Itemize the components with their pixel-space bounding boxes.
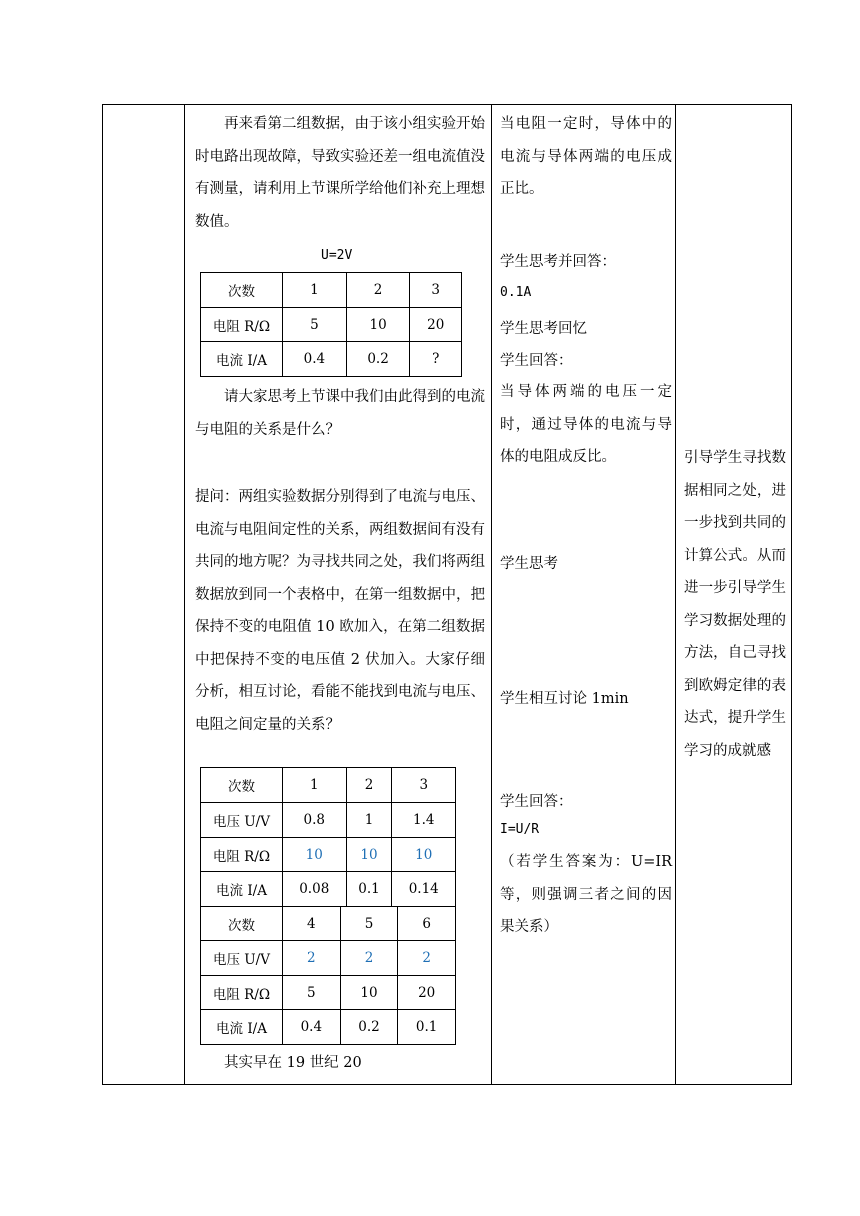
table-cell: 2 <box>346 273 410 308</box>
teacher-paragraph-1: 再来看第二组数据，由于该小组实验开始时电路出现故障，导致实验还差一组电流值没有测量，请利用上节课所学给他们补充上理想数值。 <box>195 116 485 230</box>
table-cell: ? <box>410 342 462 377</box>
table-cell: 1 <box>346 803 392 838</box>
table-cell: 电阻 R/Ω <box>201 838 283 872</box>
table-cell: 0.2 <box>346 342 410 377</box>
student-text-2: 学生思考并回答： <box>500 254 616 270</box>
student-text-5: 学生回答： <box>500 353 573 369</box>
table-cell: 5 <box>283 308 347 342</box>
table-cell: 电流 I/A <box>201 1010 283 1045</box>
column-divider <box>184 105 185 1084</box>
table-cell: 0.1 <box>398 1010 456 1045</box>
table-row <box>201 768 456 803</box>
student-text-10: I=U/R <box>500 822 540 837</box>
table-cell: 电压 U/V <box>201 803 283 838</box>
combined-data-table-2 <box>200 906 456 1045</box>
table-cell: 2 <box>340 941 398 976</box>
table-cell: 5 <box>283 976 341 1010</box>
table-cell: 2 <box>346 768 392 803</box>
current-resistance-table <box>200 272 462 377</box>
student-text-6: 当导体两端的电压一定时，通过导体的电流与导体的电阻成反比。 <box>500 384 672 465</box>
table-caption: U=2V <box>321 248 353 263</box>
table-cell: 1 <box>283 273 347 308</box>
combined-data-table-1 <box>200 767 456 907</box>
table-row <box>201 941 456 976</box>
table-cell: 电阻 R/Ω <box>201 976 283 1010</box>
table-cell: 10 <box>392 838 456 872</box>
table-cell: 2 <box>398 941 456 976</box>
table-cell: 20 <box>398 976 456 1010</box>
table-cell: 0.4 <box>283 1010 341 1045</box>
table-cell: 5 <box>340 907 398 941</box>
table-cell: 电流 I/A <box>201 872 283 907</box>
table-cell: 10 <box>346 838 392 872</box>
table-cell: 2 <box>283 941 341 976</box>
table-cell: 电阻 R/Ω <box>201 308 283 342</box>
student-text-9: 学生回答： <box>500 794 573 810</box>
table-cell: 10 <box>283 838 347 872</box>
table-cell: 4 <box>283 907 341 941</box>
table-cell: 0.14 <box>392 872 456 907</box>
table-cell: 次数 <box>201 907 283 941</box>
table-cell: 1.4 <box>392 803 456 838</box>
table-cell: 6 <box>398 907 456 941</box>
table-cell: 20 <box>410 308 462 342</box>
table-row <box>201 907 456 941</box>
lesson-plan-table <box>102 104 792 1085</box>
table-cell: 3 <box>410 273 462 308</box>
table-cell: 次数 <box>201 768 283 803</box>
student-text-11: （若学生答案为：U=IR 等，则强调三者之间的因果关系） <box>500 854 672 935</box>
design-intent-text: 引导学生寻找数据相同之处，进一步找到共同的计算公式。从而进一步引导学生学习数据处理的方法，自己寻找到欧姆定律的表达式，提升学生学习的成就感 <box>684 450 786 759</box>
table-cell: 0.8 <box>283 803 347 838</box>
table-row <box>201 803 456 838</box>
table-row <box>201 976 456 1010</box>
table-cell: 电流 I/A <box>201 342 283 377</box>
student-text-3: 0.1A <box>500 285 532 300</box>
table-row <box>201 872 456 907</box>
table-cell: 10 <box>340 976 398 1010</box>
table-cell: 3 <box>392 768 456 803</box>
table-cell: 0.2 <box>340 1010 398 1045</box>
column-divider <box>491 105 492 1084</box>
table-cell: 次数 <box>201 273 283 308</box>
table-row <box>201 342 462 377</box>
teacher-paragraph-2: 请大家思考上节课中我们由此得到的电流与电阻的关系是什么？ <box>195 389 485 438</box>
column-divider <box>675 105 676 1084</box>
table-cell: 1 <box>283 768 347 803</box>
table-row <box>201 838 456 872</box>
table-row <box>201 1010 456 1045</box>
table-cell: 0.1 <box>346 872 392 907</box>
table-cell: 电压 U/V <box>201 941 283 976</box>
table-cell: 10 <box>346 308 410 342</box>
teacher-paragraph-3: 提问：两组实验数据分别得到了电流与电压、电流与电阻间定性的关系，两组数据间有没有共同的地方呢？为寻找共同之处，我们将两组数据放到同一个表格中，在第一组数据中，把保持不变的电阻值 10 欧加入，在第二组数据中把保持不变的电压值 2 伏加入。大家仔细分析，相互讨论，看能不能找到电流与电压、电阻之间定量的关系？ <box>195 489 485 733</box>
table-cell: 0.4 <box>283 342 347 377</box>
teacher-paragraph-4: 其实早在 19 世纪 20 <box>224 1055 362 1071</box>
student-text-8: 学生相互讨论 1min <box>500 691 629 707</box>
table-row <box>201 273 462 308</box>
table-row <box>201 308 462 342</box>
student-text-7: 学生思考 <box>500 556 558 572</box>
student-text-1: 当电阻一定时，导体中的电流与导体两端的电压成正比。 <box>500 116 672 197</box>
table-cell: 0.08 <box>283 872 347 907</box>
student-text-4: 学生思考回忆 <box>500 321 587 337</box>
